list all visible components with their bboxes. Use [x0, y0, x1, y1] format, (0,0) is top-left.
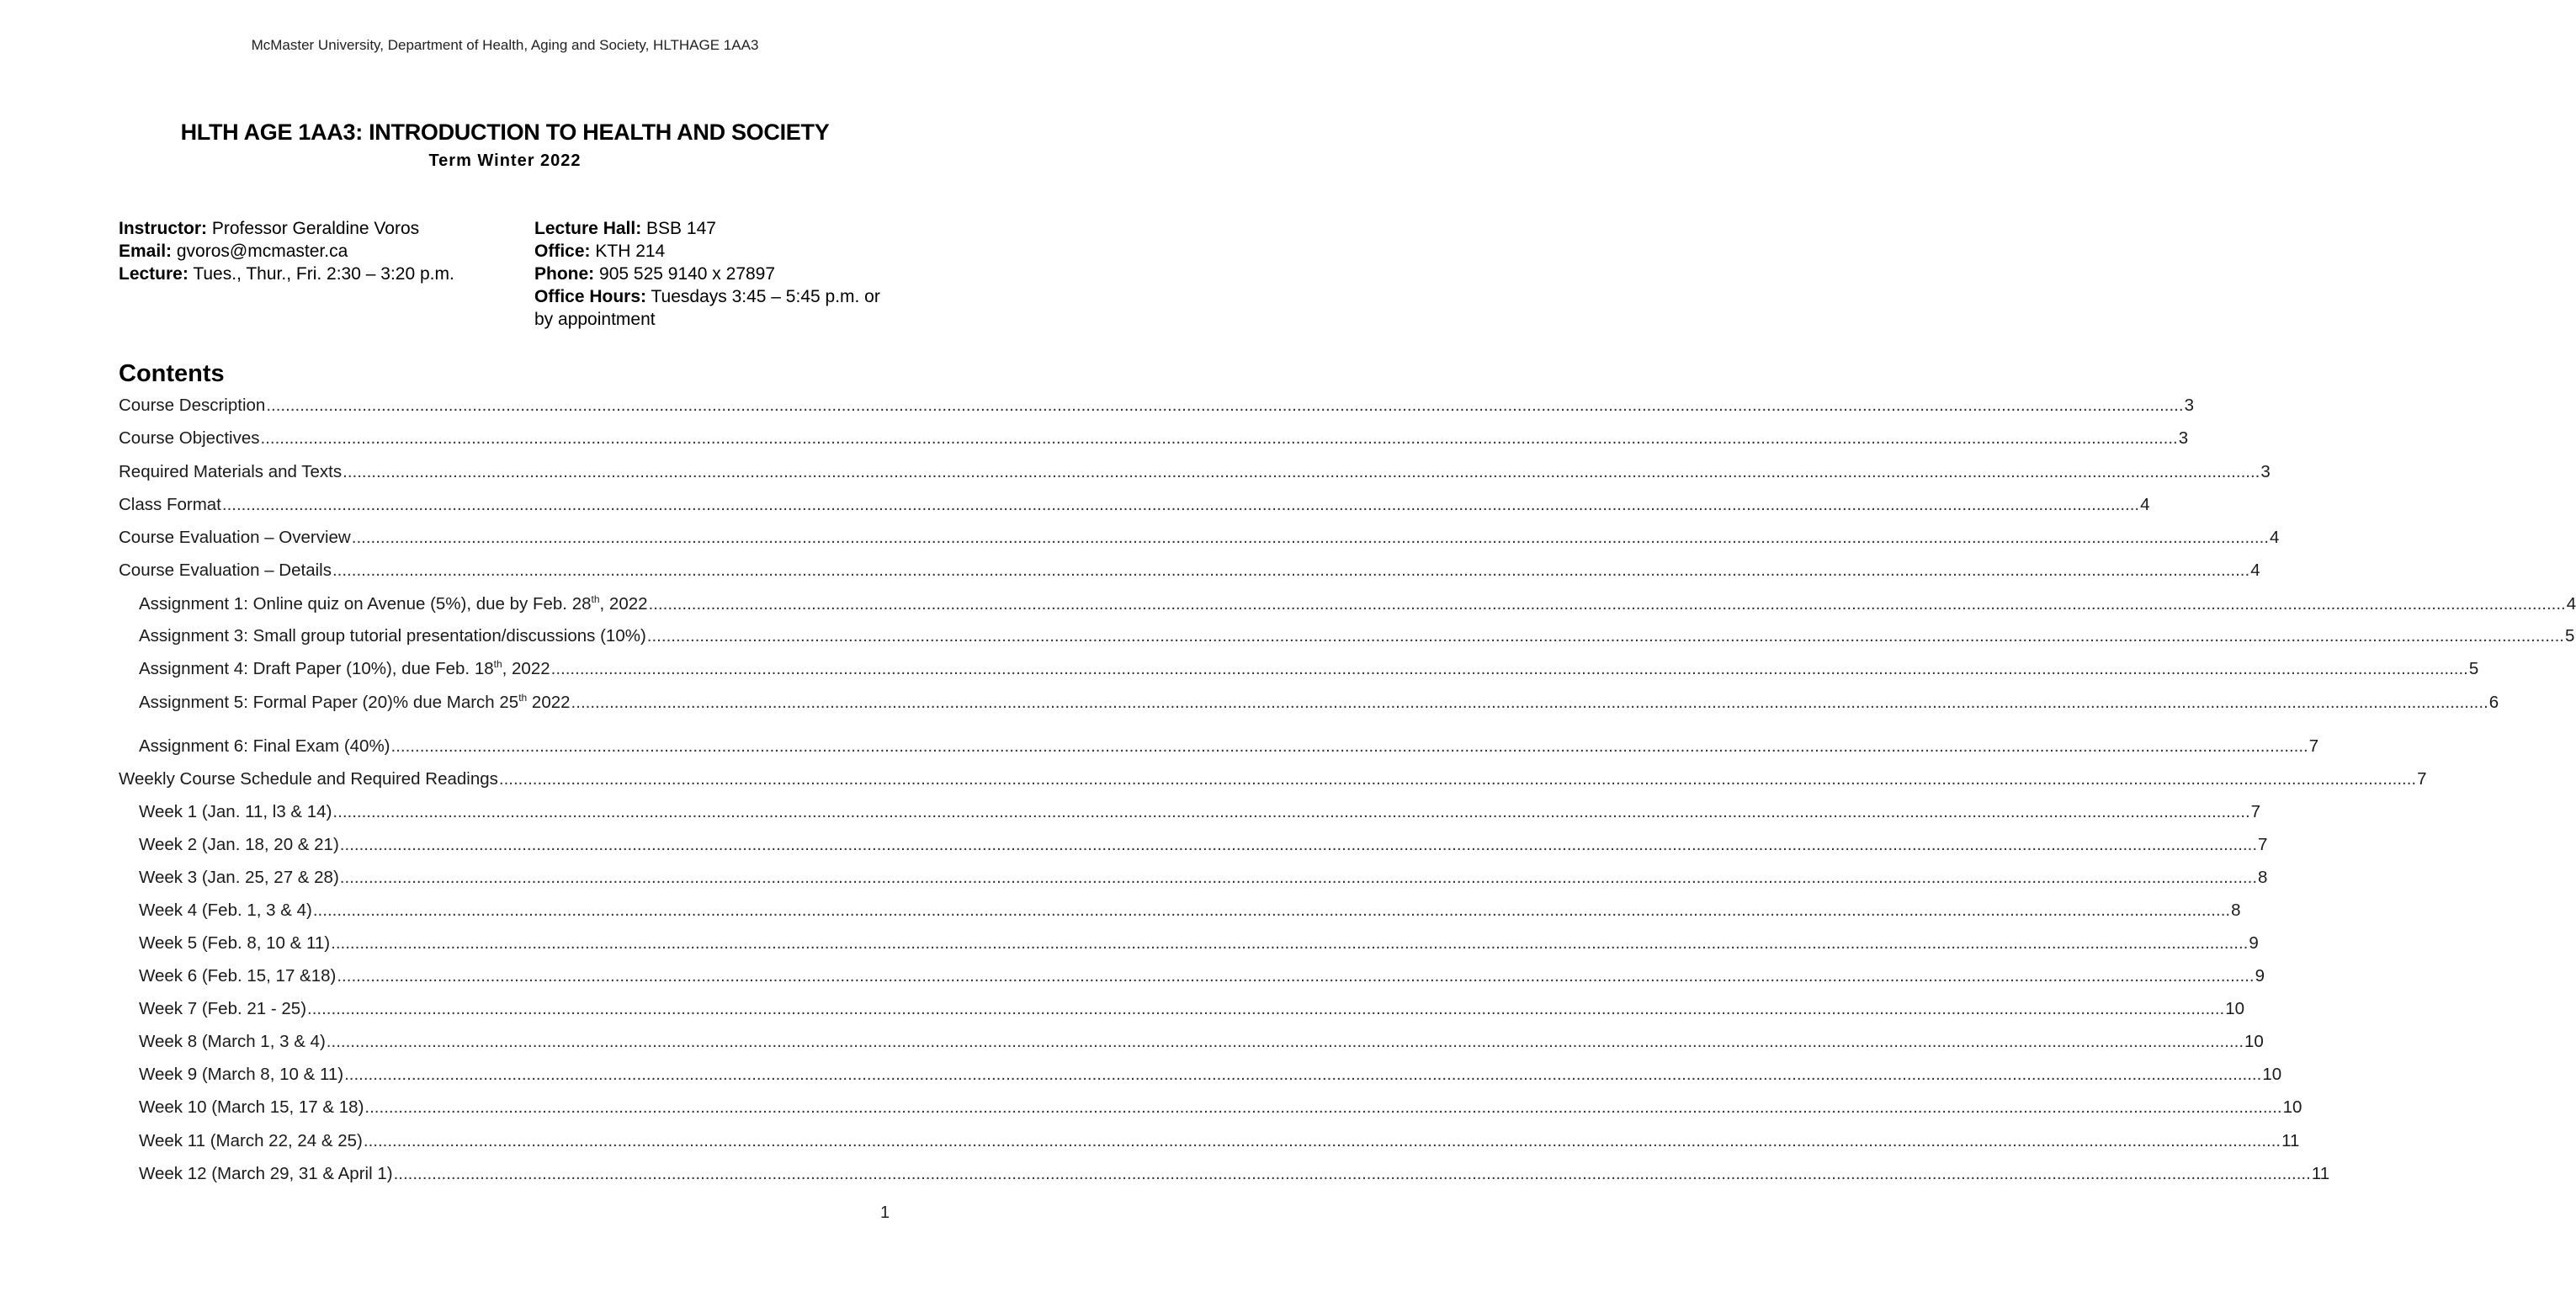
toc-entry-title: Assignment 3: Small group tutorial presentation/discussions (10%) — [139, 626, 646, 646]
toc-leader: ................................................................................................................................................................................................................................................................................................................................................................................................................ — [498, 769, 2417, 789]
course-title: HLTH AGE 1AA3: INTRODUCTION TO HEALTH AND SOCIETY — [180, 120, 830, 145]
toc-entry-page: 7 — [2417, 769, 2427, 789]
toc-entry[interactable] — [119, 528, 2280, 553]
toc-leader: ................................................................................................................................................................................................................................................................................................................................................................................................................ — [343, 462, 2260, 481]
toc-leader: ................................................................................................................................................................................................................................................................................................................................................................................................................ — [390, 736, 2308, 756]
toc-entry[interactable] — [139, 868, 2268, 893]
toc-entry-page: 7 — [2250, 802, 2261, 821]
toc-entry-title: Week 8 (March 1, 3 & 4) — [139, 1032, 326, 1051]
toc-leader: ................................................................................................................................................................................................................................................................................................................................................................................................................ — [363, 1131, 2281, 1150]
toc-entry-page: 8 — [2258, 868, 2268, 887]
toc-entry-title: Week 10 (March 15, 17 & 18) — [139, 1097, 364, 1117]
toc-leader: ................................................................................................................................................................................................................................................................................................................................................................................................................ — [339, 835, 2258, 854]
toc-entry-page: 8 — [2231, 901, 2241, 920]
lecture-hall-value: BSB 147 — [646, 219, 716, 238]
office-line — [534, 240, 888, 263]
toc-entry[interactable] — [139, 658, 2479, 684]
toc-entry[interactable] — [139, 1131, 2300, 1156]
toc-leader: ................................................................................................................................................................................................................................................................................................................................................................................................................ — [260, 428, 2178, 448]
toc-entry-page: 3 — [2260, 462, 2271, 481]
toc-entry-page: 4 — [2140, 495, 2150, 514]
office-hours-line — [534, 285, 888, 331]
toc-entry[interactable] — [139, 999, 2245, 1024]
toc-entry-page: 11 — [2281, 1131, 2300, 1150]
toc-entry[interactable] — [119, 495, 2150, 520]
toc-entry-title: Weekly Course Schedule and Required Readings — [119, 769, 498, 789]
phone-label: Phone: — [534, 264, 595, 284]
instructor-line — [119, 217, 472, 240]
toc-leader: ................................................................................................................................................................................................................................................................................................................................................................................................................ — [312, 901, 2231, 920]
toc-entry-page: 5 — [2565, 626, 2575, 646]
toc-entry-title: Class Format — [119, 495, 221, 514]
toc-leader: ................................................................................................................................................................................................................................................................................................................................................................................................................ — [332, 802, 2250, 821]
lecture-hall-line — [534, 217, 888, 240]
toc-entry-title: Week 1 (Jan. 11, l3 & 14) — [139, 802, 332, 821]
toc-entry-title: Course Evaluation – Overview — [119, 528, 351, 547]
toc-entry-title: Week 6 (Feb. 15, 17 &18) — [139, 966, 337, 986]
toc-leader: ................................................................................................................................................................................................................................................................................................................................................................................................................ — [332, 561, 2250, 580]
toc-entry-title: Week 3 (Jan. 25, 27 & 28) — [139, 868, 339, 887]
toc-entry-page: 10 — [2244, 1032, 2264, 1051]
toc-entry-page: 3 — [2184, 396, 2194, 415]
toc-entry-title: Course Description — [119, 396, 266, 415]
toc-entry[interactable] — [139, 1065, 2282, 1090]
course-info-left — [119, 217, 472, 285]
toc-entry-title: Week 5 (Feb. 8, 10 & 11) — [139, 933, 331, 953]
toc-entry[interactable] — [119, 769, 2427, 794]
toc-entry-title: Assignment 5: Formal Paper (20)% due March 25th 2022 — [139, 692, 571, 712]
toc-leader: ................................................................................................................................................................................................................................................................................................................................................................................................................ — [344, 1065, 2262, 1084]
phone-value: 905 525 9140 x 27897 — [599, 264, 776, 284]
toc-entry-page: 3 — [2178, 428, 2189, 448]
course-term: Term Winter 2022 — [428, 151, 582, 170]
toc-entry-page: 9 — [2255, 966, 2265, 986]
toc-entry[interactable] — [139, 802, 2261, 827]
toc-entry-page: 4 — [2269, 528, 2280, 547]
toc-entry-title: Course Evaluation – Details — [119, 561, 332, 580]
lecture-value: Tues., Thur., Fri. 2:30 – 3:20 p.m. — [193, 264, 454, 284]
toc-entry[interactable] — [119, 396, 2194, 421]
toc-entry-title: Assignment 6: Final Exam (40%) — [139, 736, 390, 756]
toc-entry[interactable] — [139, 966, 2265, 991]
toc-entry-page: 10 — [2282, 1097, 2302, 1117]
toc-leader: ................................................................................................................................................................................................................................................................................................................................................................................................................ — [393, 1164, 2311, 1183]
toc-entry[interactable] — [139, 1032, 2264, 1057]
toc-entry-page: 10 — [2262, 1065, 2282, 1084]
toc-entry[interactable] — [139, 835, 2268, 860]
lecture-line — [119, 263, 472, 285]
toc-entry-title: Week 9 (March 8, 10 & 11) — [139, 1065, 344, 1084]
office-value: KTH 214 — [595, 242, 666, 261]
toc-entry[interactable] — [139, 1164, 2330, 1189]
toc-entry[interactable] — [139, 1097, 2302, 1123]
toc-entry-page: 4 — [2250, 561, 2260, 580]
toc-leader: ................................................................................................................................................................................................................................................................................................................................................................................................................ — [646, 626, 2565, 646]
toc-entry-title: Required Materials and Texts — [119, 462, 343, 481]
toc-entry-title: Week 7 (Feb. 21 - 25) — [139, 999, 307, 1018]
toc-leader: ................................................................................................................................................................................................................................................................................................................................................................................................................ — [550, 659, 2468, 678]
instructor-value: Professor Geraldine Voros — [211, 219, 420, 238]
running-header: McMaster University, Department of Health, Aging and Society, HLTHAGE 1AA3 — [251, 37, 759, 53]
toc-leader: ................................................................................................................................................................................................................................................................................................................................................................................................................ — [364, 1097, 2282, 1117]
toc-entry-title: Assignment 1: Online quiz on Avenue (5%), due by Feb. 28th, 2022 — [139, 593, 648, 614]
lecture-hall-label: Lecture Hall: — [534, 219, 642, 238]
toc-entry-page: 10 — [2225, 999, 2245, 1018]
office-label: Office: — [534, 242, 591, 261]
toc-leader: ................................................................................................................................................................................................................................................................................................................................................................................................................ — [337, 966, 2255, 986]
toc-entry-page: 5 — [2468, 659, 2479, 678]
toc-entry-title: Week 4 (Feb. 1, 3 & 4) — [139, 901, 312, 920]
toc-leader: ................................................................................................................................................................................................................................................................................................................................................................................................................ — [648, 594, 2566, 614]
toc-leader: ................................................................................................................................................................................................................................................................................................................................................................................................................ — [221, 495, 2140, 514]
course-info-right — [534, 217, 888, 331]
toc-entry[interactable] — [119, 428, 2189, 454]
toc-leader: ................................................................................................................................................................................................................................................................................................................................................................................................................ — [326, 1032, 2244, 1051]
toc-entry[interactable] — [119, 561, 2260, 586]
toc-entry-page: 4 — [2566, 594, 2576, 614]
toc-entry-title: Week 2 (Jan. 18, 20 & 21) — [139, 835, 339, 854]
toc-leader: ................................................................................................................................................................................................................................................................................................................................................................................................................ — [266, 396, 2184, 415]
email-value[interactable]: gvoros@mcmaster.ca — [176, 242, 348, 261]
email-label: Email: — [119, 242, 173, 261]
toc-entry-page: 9 — [2249, 933, 2259, 953]
email-line — [119, 240, 472, 263]
page-number: 1 — [880, 1203, 890, 1222]
toc-entry[interactable] — [139, 593, 2576, 619]
toc-entry-page: 11 — [2311, 1164, 2330, 1183]
office-hours-label: Office Hours: — [534, 287, 647, 306]
toc-leader: ................................................................................................................................................................................................................................................................................................................................................................................................................ — [571, 693, 2488, 712]
toc-entry[interactable] — [139, 901, 2241, 926]
lecture-label: Lecture: — [119, 264, 189, 284]
toc-entry-page: 7 — [2258, 835, 2268, 854]
toc-entry[interactable] — [139, 933, 2259, 959]
toc-leader: ................................................................................................................................................................................................................................................................................................................................................................................................................ — [331, 933, 2249, 953]
toc-entry-title: Week 11 (March 22, 24 & 25) — [139, 1131, 363, 1150]
toc-entry-title: Assignment 4: Draft Paper (10%), due Feb. 18th, 2022 — [139, 658, 550, 678]
toc-entry[interactable] — [119, 462, 2271, 487]
toc-entry[interactable] — [139, 692, 2499, 718]
toc-leader: ................................................................................................................................................................................................................................................................................................................................................................................................................ — [339, 868, 2258, 887]
toc-entry-page: 6 — [2488, 693, 2499, 712]
toc-entry-page: 7 — [2308, 736, 2319, 756]
toc-leader: ................................................................................................................................................................................................................................................................................................................................................................................................................ — [351, 528, 2269, 547]
toc-entry[interactable] — [139, 626, 2575, 651]
office-hours-value: Tuesdays 3:45 – 5:45 p.m. or by appointment — [534, 287, 880, 329]
toc-leader: ................................................................................................................................................................................................................................................................................................................................................................................................................ — [307, 999, 2225, 1018]
toc-entry-title: Week 12 (March 29, 31 & April 1) — [139, 1164, 393, 1183]
contents-heading: Contents — [119, 360, 225, 387]
instructor-label: Instructor: — [119, 219, 207, 238]
phone-line — [534, 263, 888, 285]
toc-entry[interactable] — [139, 736, 2319, 762]
toc-entry-title: Course Objectives — [119, 428, 260, 448]
